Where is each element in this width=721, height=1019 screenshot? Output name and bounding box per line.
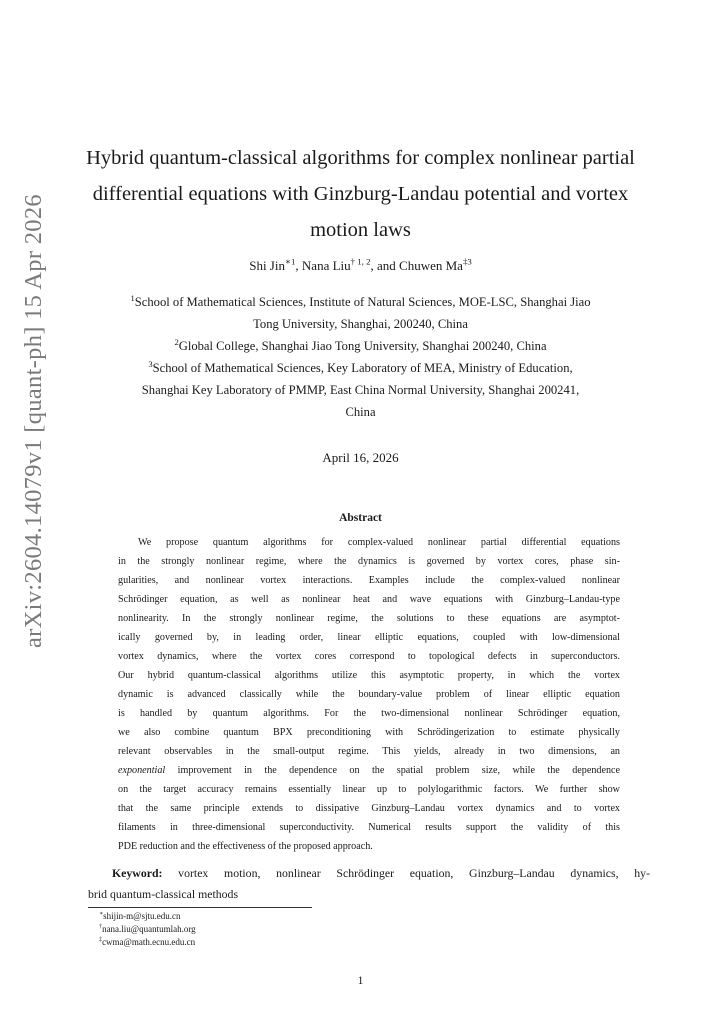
affiliation-line <box>0 291 721 313</box>
affiliation-line <box>0 379 721 401</box>
abstract-line: we also combine quantum BPX preconditioning with Schrödingerization to estimate physically <box>118 727 620 738</box>
abstract-line: Schrödinger equation, as well as nonlinear heat and wave equations with Ginzburg–Landau-type <box>118 594 620 605</box>
title-line: motion laws <box>310 219 411 241</box>
affiliation-text: Shanghai Key Laboratory of PMMP, East China Normal University, Shanghai 200241, <box>141 383 580 397</box>
author-mark: † 1, 2 <box>350 256 371 267</box>
footnote-mark: † <box>99 924 103 930</box>
affiliation-mark: 1 <box>130 292 135 303</box>
abstract-line: nonlinearity. In the strongly nonlinear regime, the solutions to these equations are asymptot- <box>118 613 620 624</box>
abstract-line: in the strongly nonlinear regime, where the dynamics is governed by vortex cores, phase sin- <box>118 556 620 567</box>
footnote-email-link[interactable]: nana.liu@quantumlah.org <box>102 924 196 934</box>
footnote <box>99 923 196 936</box>
author-name: Shi Jin <box>249 258 285 273</box>
abstract-line: relevant observables in the small-output regime. This yields, already in two dimensions, an <box>118 746 620 757</box>
abstract-body <box>118 533 620 856</box>
footnote-mark: ∗ <box>99 911 104 917</box>
keyword-line <box>88 863 650 884</box>
affiliation-line <box>0 401 721 423</box>
keywords <box>88 863 650 905</box>
abstract-line: gularities, and nonlinear vortex interactions. Examples include the complex-valued nonlinear <box>118 575 620 586</box>
footnote <box>99 936 196 949</box>
abstract-line: is handled by quantum algorithms. For the two-dimensional nonlinear Schrödinger equation, <box>118 708 620 719</box>
keyword-label: Keyword: <box>112 866 163 880</box>
affiliation-line <box>0 335 721 357</box>
author-mark: ∗1 <box>284 256 296 267</box>
affiliation-text: Tong University, Shanghai, 200240, China <box>253 317 468 331</box>
arxiv-identifier-stamp: arXiv:2604.14079v1 [quant-ph] 15 Apr 2026 <box>20 194 47 648</box>
abstract-line: We propose quantum algorithms for complex-valued nonlinear partial differential equations <box>138 537 620 548</box>
affiliation-text: Global College, Shanghai Jiao Tong University, Shanghai 200240, China <box>178 339 547 353</box>
author-mark: ‡3 <box>462 256 472 267</box>
abstract-line: vortex dynamics, where the vortex cores correspond to topological defects in superconductors. <box>118 651 620 662</box>
footnote-mark: ‡ <box>99 937 103 943</box>
footnote-email-link[interactable]: cwma@math.ecnu.edu.cn <box>102 937 196 947</box>
abstract-line: that the same principle extends to dissipative Ginzburg–Landau vortex dynamics and to vortex <box>118 803 620 814</box>
abstract-line <box>118 761 620 780</box>
title-line: differential equations with Ginzburg-Landau potential and vortex <box>92 183 629 205</box>
abstract-line: PDE reduction and the effectiveness of the proposed approach. <box>118 841 373 852</box>
abstract-text: improvement in the dependence on the spatial problem size, while the dependence <box>165 765 620 776</box>
emphasis-text: exponential <box>118 765 166 776</box>
abstract-line: ically governed by, in leading order, linear elliptic equations, coupled with low-dimensional <box>118 632 620 643</box>
author-list <box>0 257 721 275</box>
author-name: , and Chuwen Ma <box>370 258 463 273</box>
keyword-text: vortex motion, nonlinear Schrödinger equation, Ginzburg–Landau dynamics, hy- <box>162 866 650 880</box>
footnote-email-link[interactable]: shijin-m@sjtu.edu.cn <box>103 911 181 921</box>
abstract-heading: Abstract <box>339 512 382 524</box>
footnote <box>99 910 196 923</box>
affiliation-text: China <box>345 405 376 419</box>
abstract-line: dynamic is advanced classically while the boundary-value problem of linear elliptic equation <box>118 689 620 700</box>
title-line: Hybrid quantum-classical algorithms for complex nonlinear partial <box>86 147 635 169</box>
affiliation-mark: 2 <box>174 336 179 347</box>
affiliation-line <box>0 313 721 335</box>
affiliation-text: School of Mathematical Sciences, Institute of Natural Sciences, MOE-LSC, Shanghai Jiao <box>134 295 591 309</box>
abstract-line: Our hybrid quantum-classical algorithms utilize this asymptotic property, in which the vortex <box>118 670 620 681</box>
affiliation-text: School of Mathematical Sciences, Key Laboratory of MEA, Ministry of Education, <box>152 361 573 375</box>
page-number: 1 <box>357 975 364 987</box>
paper-date: April 16, 2026 <box>322 450 399 465</box>
footnote-divider <box>88 907 312 908</box>
abstract-line: filaments in three-dimensional superconductivity. Numerical results support the validity of this <box>118 822 620 833</box>
paper-title <box>0 140 721 248</box>
author-name: , Nana Liu <box>295 258 351 273</box>
affiliation-mark: 3 <box>148 358 153 369</box>
affiliations <box>0 291 721 423</box>
footnotes <box>99 910 196 949</box>
affiliation-line <box>0 357 721 379</box>
abstract-line: on the target accuracy remains essentially linear up to polylogarithmic factors. We further show <box>118 784 620 795</box>
keyword-line: brid quantum-classical methods <box>88 887 239 901</box>
